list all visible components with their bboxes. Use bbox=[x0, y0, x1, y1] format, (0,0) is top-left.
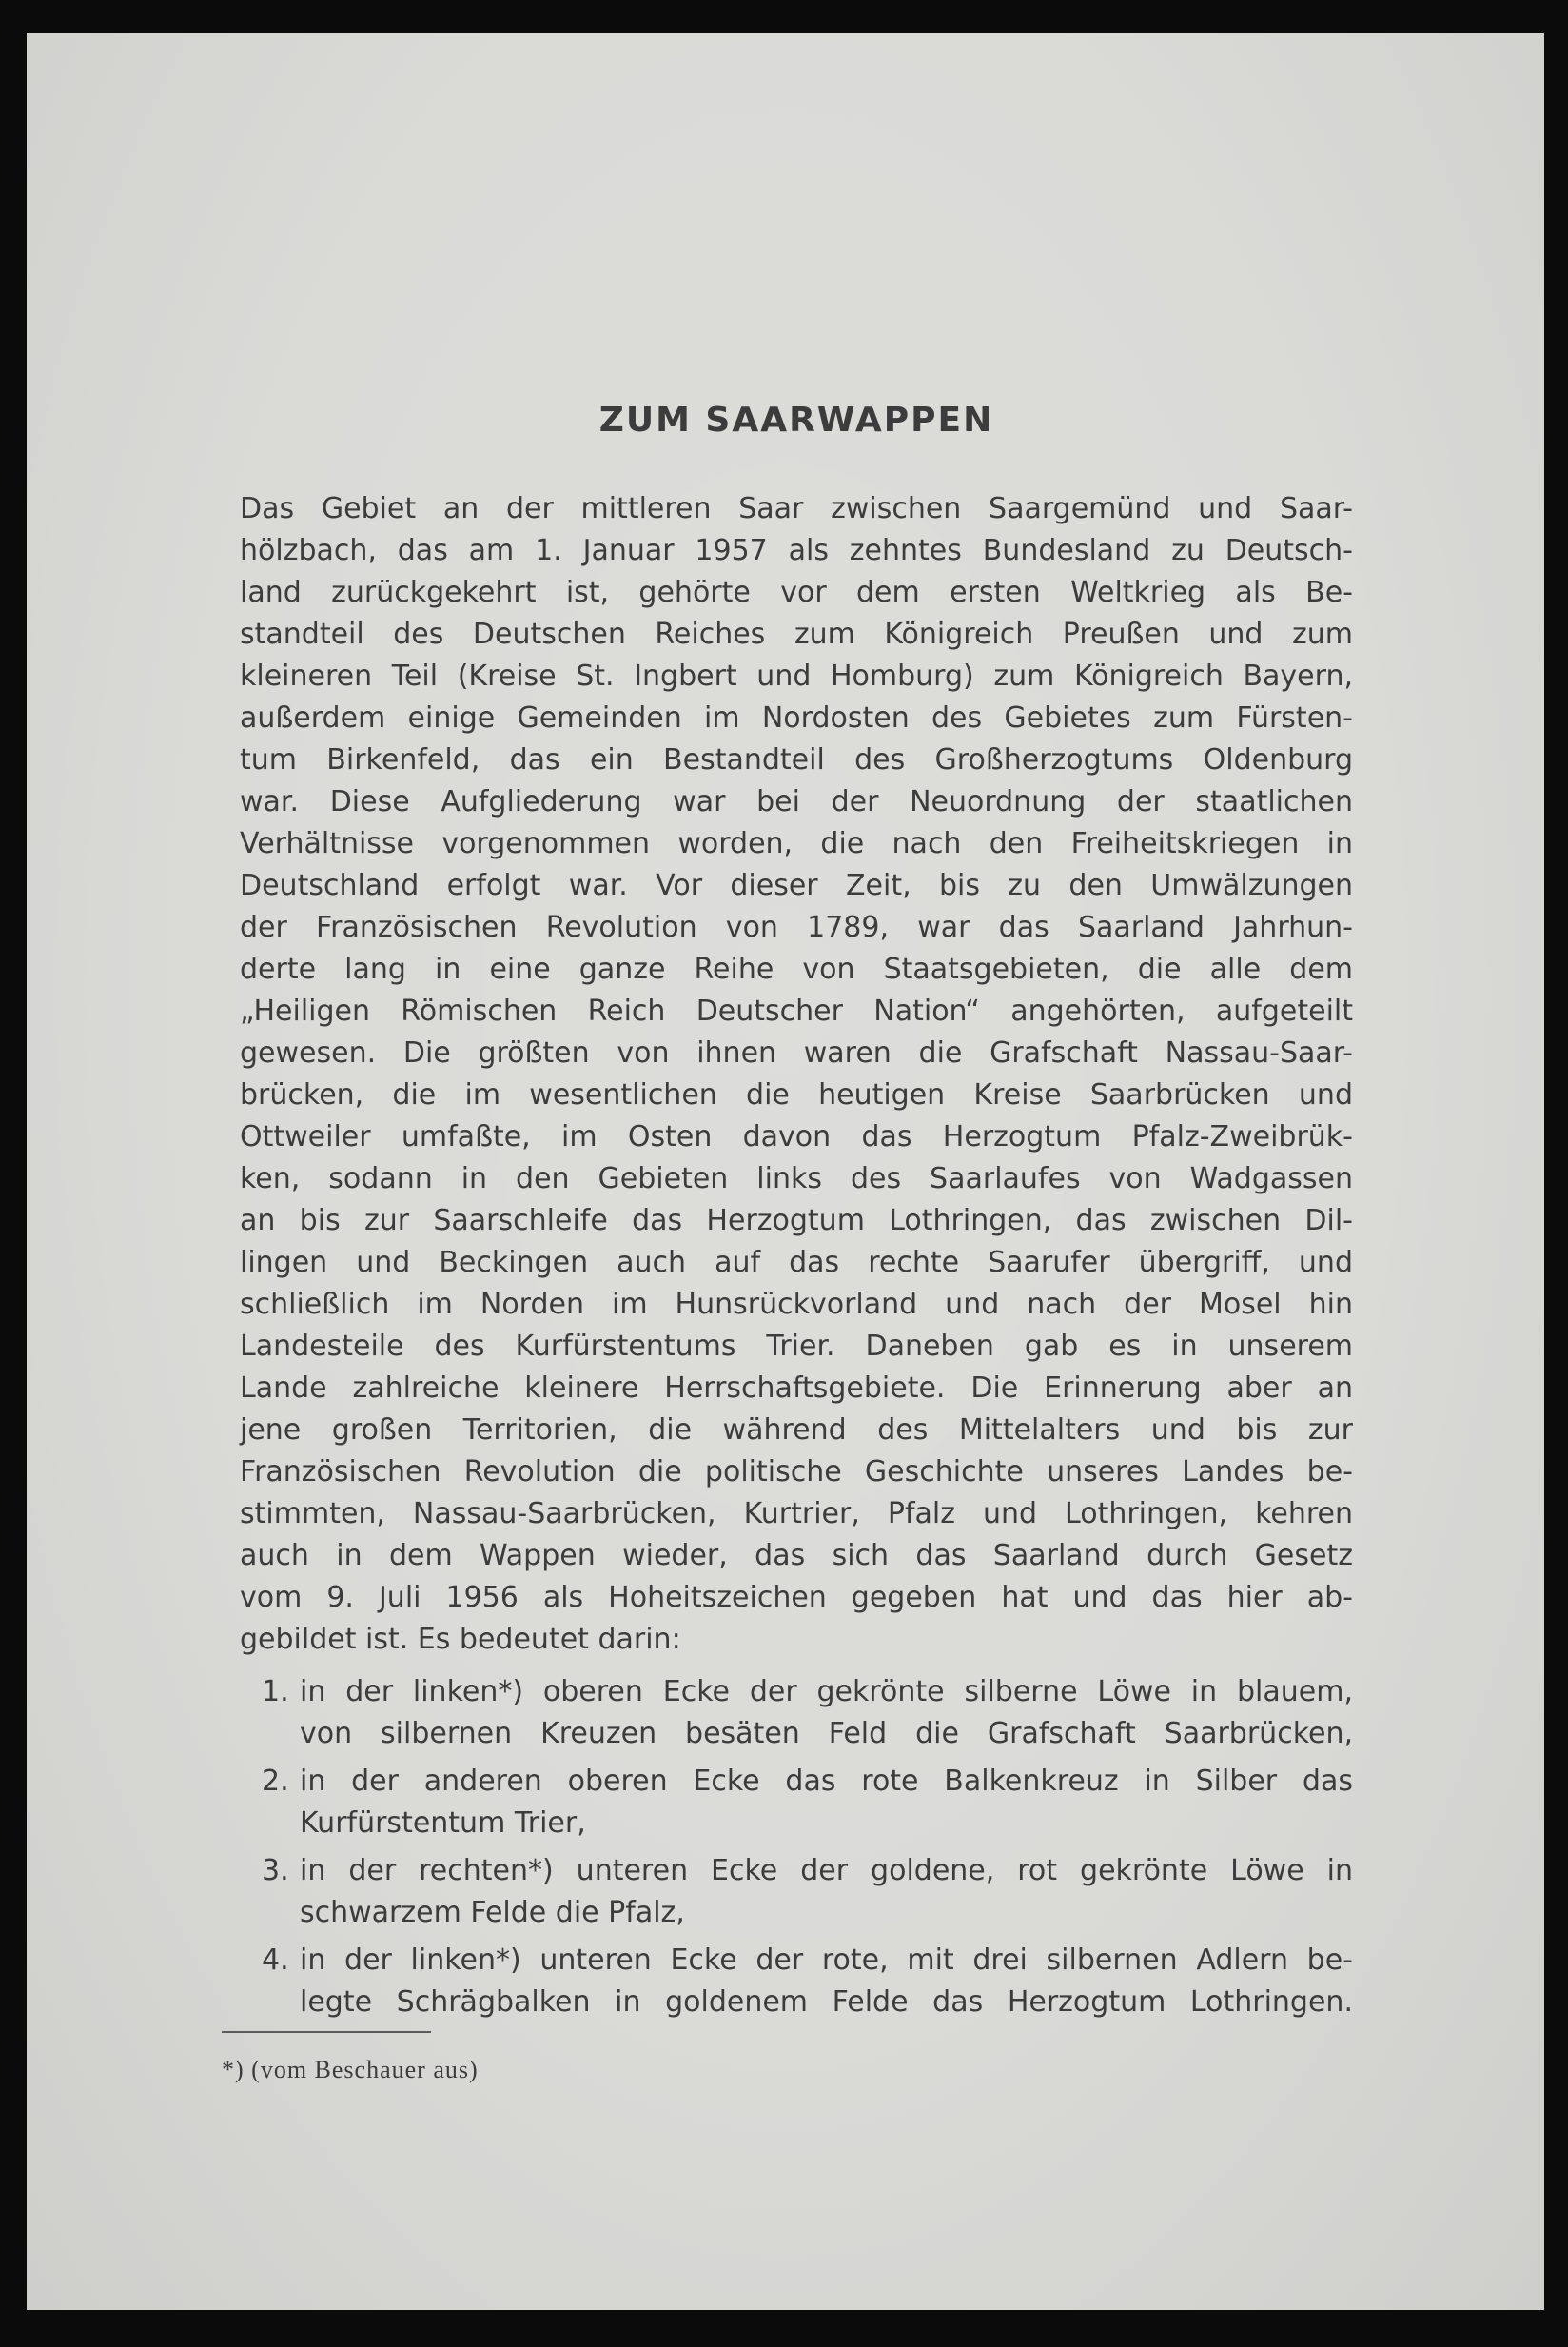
text-line: legte Schrägbalken in goldenem Felde das Herzogtum Lothringen. bbox=[300, 1985, 1353, 2019]
text-line: standteil des Deutschen Reiches zum Königreich Preußen und zum bbox=[240, 618, 1353, 651]
text-line: jene großen Territorien, die während des Mittelalters und bis zur bbox=[240, 1413, 1353, 1447]
text-line: an bis zur Saarschleife das Herzogtum Lothringen, das zwischen Dil- bbox=[240, 1204, 1353, 1237]
text-line: derte lang in eine ganze Reihe von Staatsgebieten, die alle dem bbox=[240, 953, 1353, 986]
text-line: in der anderen oberen Ecke das rote Balkenkreuz in Silber das bbox=[300, 1765, 1353, 1798]
text-line: tum Birkenfeld, das ein Bestandteil des Großherzogtums Oldenburg bbox=[240, 743, 1353, 777]
text-line: schwarzem Felde die Pfalz, bbox=[300, 1896, 685, 1929]
list-number: 3. bbox=[262, 1854, 289, 1887]
text-line: lingen und Beckingen auch auf das rechte Saarufer übergriff, und bbox=[240, 1246, 1353, 1279]
list-item bbox=[240, 1850, 1353, 1934]
text-line: war. Diese Aufgliederung war bei der Neuordnung der staatlichen bbox=[240, 785, 1353, 818]
body-paragraph bbox=[240, 488, 1353, 1661]
document-page bbox=[27, 33, 1544, 2310]
text-line: Kurfürstentum Trier, bbox=[300, 1806, 586, 1840]
text-line: in der rechten*) unteren Ecke der goldene, rot gekrönte Löwe in bbox=[300, 1854, 1353, 1887]
list-number: 2. bbox=[262, 1765, 289, 1798]
footnote: *) (vom Beschauer aus) bbox=[222, 2056, 479, 2083]
page-title: ZUM SAARWAPPEN bbox=[598, 401, 994, 440]
text-line: Landesteile des Kurfürstentums Trier. Daneben gab es in unserem bbox=[240, 1330, 1353, 1363]
list-number: 4. bbox=[262, 1943, 289, 1977]
text-line: brücken, die im wesentlichen die heutigen Kreise Saarbrücken und bbox=[240, 1078, 1353, 1112]
text-line: Verhältnisse vorgenommen worden, die nach den Freiheitskriegen in bbox=[240, 827, 1353, 860]
list-item-text bbox=[300, 1761, 1353, 1844]
text-line: von silbernen Kreuzen besäten Feld die Grafschaft Saarbrücken, bbox=[300, 1717, 1353, 1750]
text-line: Lande zahlreiche kleinere Herrschaftsgebiete. Die Erinnerung aber an bbox=[240, 1371, 1353, 1405]
footnote-divider bbox=[222, 2031, 431, 2033]
text-line: der Französischen Revolution von 1789, war das Saarland Jahrhun- bbox=[240, 911, 1353, 944]
text-line: Französischen Revolution die politische Geschichte unseres Landes be- bbox=[240, 1455, 1353, 1489]
list-item bbox=[240, 1761, 1353, 1844]
text-line: auch in dem Wappen wieder, das sich das Saarland durch Gesetz bbox=[240, 1539, 1353, 1572]
list-item-text bbox=[300, 1940, 1353, 2023]
text-line: gewesen. Die größten von ihnen waren die Grafschaft Nassau-Saar- bbox=[240, 1036, 1353, 1070]
text-line: Das Gebiet an der mittleren Saar zwischen Saargemünd und Saar- bbox=[240, 492, 1353, 525]
text-line: in der linken*) unteren Ecke der rote, mit drei silbernen Adlern be- bbox=[300, 1943, 1353, 1977]
list-item-text bbox=[300, 1671, 1353, 1755]
text-line: gebildet ist. Es bedeutet darin: bbox=[240, 1623, 681, 1656]
list-number: 1. bbox=[262, 1675, 289, 1708]
coat-of-arms-list bbox=[240, 1671, 1353, 2023]
text-line: land zurückgekehrt ist, gehörte vor dem ersten Weltkrieg als Be- bbox=[240, 576, 1353, 609]
text-line: Deutschland erfolgt war. Vor dieser Zeit, bis zu den Umwälzungen bbox=[240, 869, 1353, 902]
text-line: hölzbach, das am 1. Januar 1957 als zehntes Bundesland zu Deutsch- bbox=[240, 534, 1353, 567]
list-item-text bbox=[300, 1850, 1353, 1934]
list-item bbox=[240, 1940, 1353, 2023]
text-line: ken, sodann in den Gebieten links des Saarlaufes von Wadgassen bbox=[240, 1162, 1353, 1195]
text-line: vom 9. Juli 1956 als Hoheitszeichen gegeben hat und das hier ab- bbox=[240, 1581, 1353, 1614]
text-line: „Heiligen Römischen Reich Deutscher Nation“ angehörten, aufgeteilt bbox=[240, 995, 1353, 1028]
text-line: kleineren Teil (Kreise St. Ingbert und Homburg) zum Königreich Bayern, bbox=[240, 660, 1353, 693]
text-line: schließlich im Norden im Hunsrückvorland und nach der Mosel hin bbox=[240, 1288, 1353, 1321]
list-item bbox=[240, 1671, 1353, 1755]
text-line: außerdem einige Gemeinden im Nordosten des Gebietes zum Fürsten- bbox=[240, 701, 1353, 735]
text-line: Ottweiler umfaßte, im Osten davon das Herzogtum Pfalz-Zweibrük- bbox=[240, 1120, 1353, 1154]
text-line: stimmten, Nassau-Saarbrücken, Kurtrier, Pfalz und Lothringen, kehren bbox=[240, 1497, 1353, 1530]
text-line: in der linken*) oberen Ecke der gekrönte silberne Löwe in blauem, bbox=[300, 1675, 1353, 1708]
